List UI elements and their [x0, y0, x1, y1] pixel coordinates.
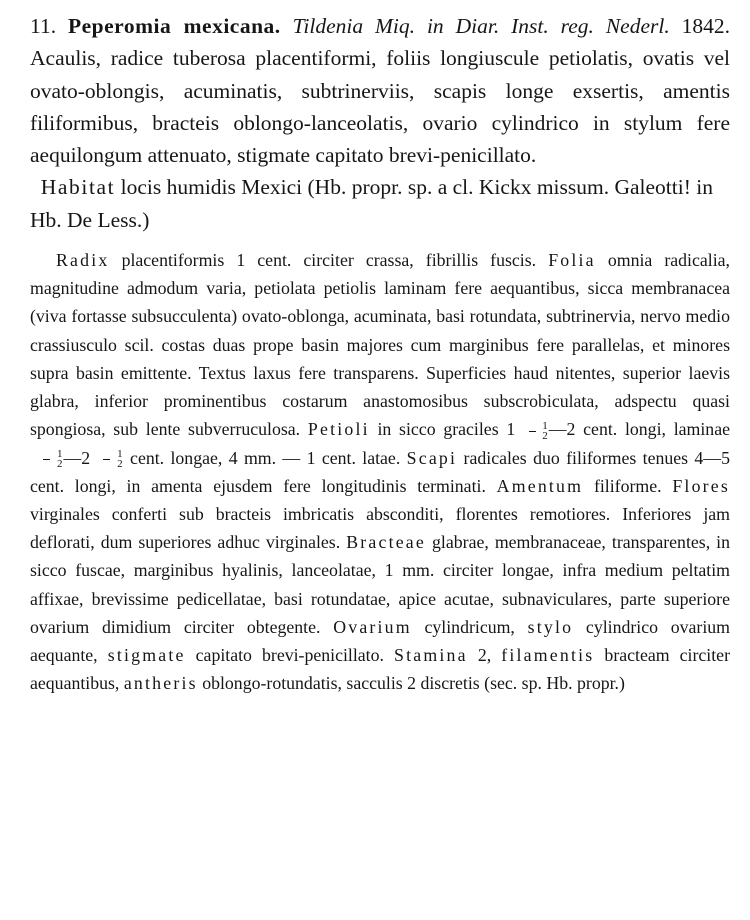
description-paragraph [30, 246, 730, 697]
fraction-numerator: 1 [117, 447, 123, 460]
petioli-text-a: in sicco graciles 1 [377, 419, 516, 440]
fraction-denominator: 2 [117, 457, 123, 470]
petioli-text-b: —2 cent. longi, laminae [548, 419, 730, 440]
petioli-lead: Petioli [307, 419, 370, 440]
flores-text: virginales conferti sub bracteis imbricatis absconditi, florentes remotiores. Inferiores jam deflorati, dum superiores adhuc virginales. [30, 503, 730, 553]
page [30, 10, 730, 697]
folia-lead: Folia [548, 250, 596, 271]
fraction-numerator: 1 [57, 447, 63, 460]
species-diagnosis [30, 10, 730, 171]
ovarium-text-a: cylindricum, [424, 616, 515, 637]
antheris-lead: antheris [123, 673, 198, 694]
flores-lead: Flores [672, 475, 730, 496]
stamina-text-b: bracteam circiter aequantibus, [30, 644, 730, 694]
ovarium-text-b: cylindrico ovarium aequante, [30, 616, 730, 665]
stigmate-text: capitato brevi-penicillato. [195, 644, 384, 665]
radix-lead: Radix [56, 250, 110, 271]
stylo-lead: stylo [527, 616, 574, 637]
stamina-text-a: 2, [477, 644, 492, 665]
fraction-one-half-c [91, 447, 123, 470]
habitat-lead: Habitat [40, 175, 116, 200]
fraction-denominator: 2 [542, 429, 548, 442]
petioli-text-c: —2 [63, 447, 91, 468]
diagnosis-text: Acaulis, radice tuberosa placentiformi, foliis longiuscule petiolatis, ovatis vel ovato-oblongis, acuminatis, subtrinerviis, scapis longe exsertis, amentis filiformibus, bracteis oblongo-lanceolatis, ovario cylindrico in stylum fere aequilongum attenuato, stigmate capitato brevi-penicillato. [30, 46, 730, 168]
fraction-numerator: 1 [542, 419, 548, 432]
scapi-lead: Scapi [406, 447, 458, 468]
amentum-text: filiforme. [593, 475, 662, 496]
synonym-citation: Tildenia Miq. in Diar. Inst. reg. Nederl. [292, 14, 670, 38]
entry-number: 11. [30, 14, 57, 38]
stigmate-lead: stigmate [107, 644, 186, 665]
bracteae-lead: Bracteae [346, 532, 426, 553]
filamentis-lead: filamentis [501, 644, 595, 665]
stamina-text-c: oblongo-rotundatis, sacculis 2 discretis (sec. sp. Hb. propr.) [202, 673, 625, 694]
stamina-lead: Stamina [394, 644, 468, 665]
habitat-paragraph [30, 171, 730, 236]
fraction-one-half-a [516, 419, 548, 442]
fraction-one-half-b [31, 447, 63, 470]
species-name: Peperomia mexicana. [68, 14, 281, 38]
fraction-denominator: 2 [57, 457, 63, 470]
scapi-text: radicales duo filiformes tenues 4—5 cent. longi, in amenta ejusdem fere longitudinis terminati. [30, 447, 730, 496]
bracteae-text: glabrae, membranaceae, transparentes, in sicco fuscae, marginibus hyalinis, lanceolatae, 1 mm. circiter longae, infra medium peltatim affixae, brevissime pedicellatae, basi rotundatae, apice acutae, subnaviculares, parte superiore ovarium dimidium circiter obtegente. [30, 532, 730, 637]
citation-year: 1842. [681, 14, 731, 38]
amentum-lead: Amentum [496, 475, 584, 496]
habitat-text: locis humidis Mexici (Hb. propr. sp. a cl. Kickx missum. Galeotti! in Hb. De Less.) [30, 175, 713, 232]
ovarium-lead: Ovarium [333, 616, 412, 637]
radix-text: placentiformis 1 cent. circiter crassa, fibrillis fuscis. [121, 250, 537, 271]
folia-text: omnia radicalia, magnitudine admodum varia, petiolata petiolis laminam fere aequantibus, sicca membranacea (viva fortasse subsucculenta) ovato-oblonga, acuminata, basi rotundata, subtrinervia, nervo medio crassiusculo scil. costas duas prope basin majores cum marginibus fere parallelas, et minores supra basin emittente. Textus laxus fere transparens. Superficies haud nitentes, superior laevis glabra, inferior prominentibus costarum anastomosibus subscrobiculata, adspectu quasi spongiosa, sub lente subverruculosa. [30, 250, 731, 440]
petioli-text-d: cent. longae, 4 mm. — 1 cent. latae. [130, 447, 401, 468]
